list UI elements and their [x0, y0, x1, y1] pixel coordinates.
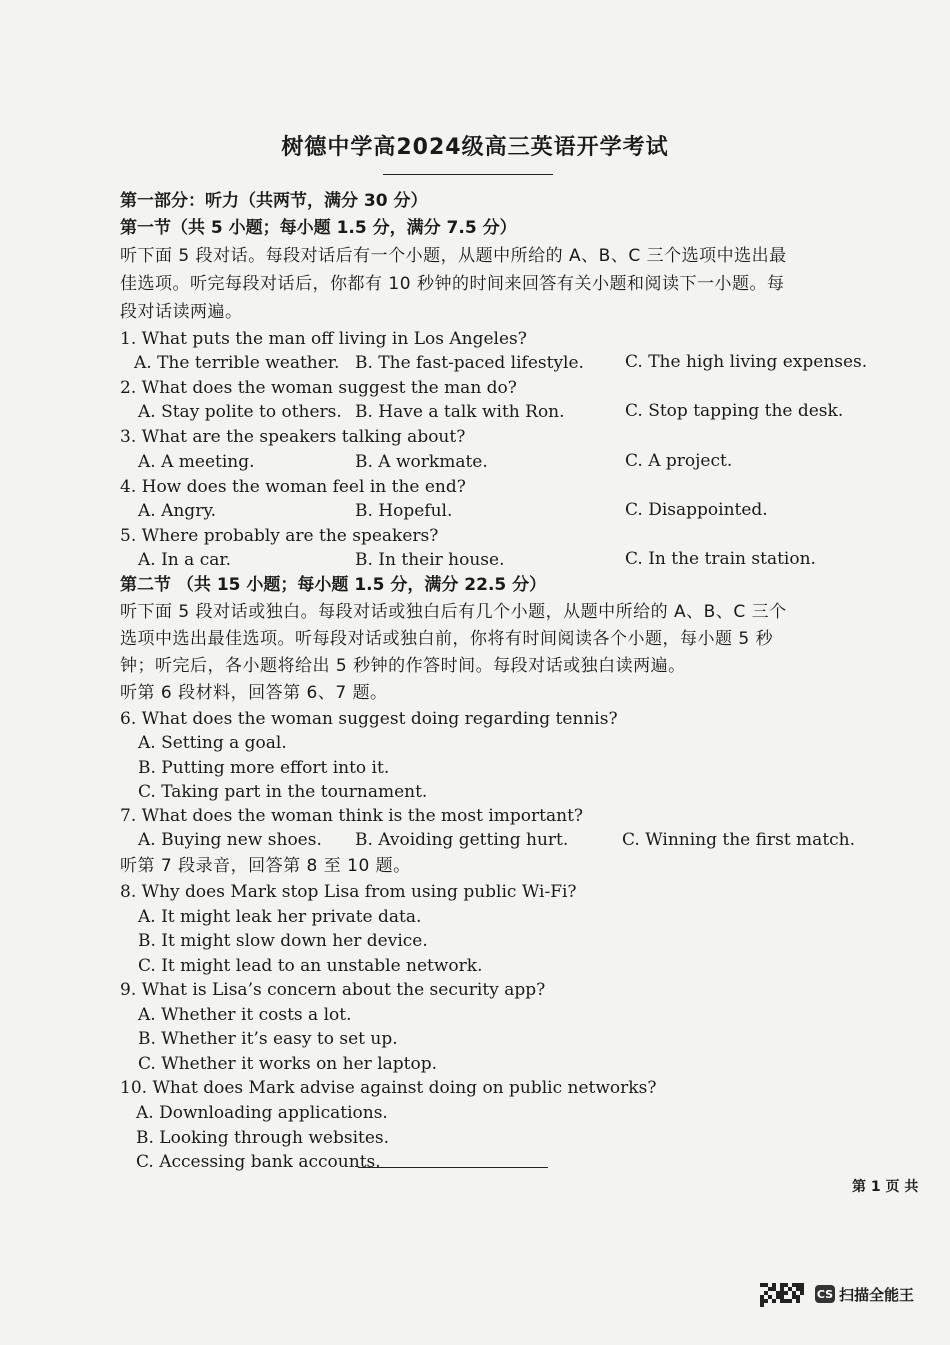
- scanner-watermark: [815, 1284, 914, 1304]
- option-b: B. It might slow down her device.: [138, 931, 428, 951]
- option-a: A. Whether it costs a lot.: [138, 1005, 352, 1025]
- option-c: C. A project.: [625, 451, 733, 471]
- question-stem: 3. What are the speakers talking about?: [120, 427, 466, 447]
- material-note: 听第 7 段录音，回答第 8 至 10 题。: [120, 856, 411, 876]
- option-c: C. Disappointed.: [625, 500, 768, 520]
- option-c: C. In the train station.: [625, 549, 816, 569]
- option-a: A. Angry.: [138, 501, 217, 521]
- question-stem: 4. How does the woman feel in the end?: [120, 477, 466, 497]
- option-c: C. Stop tapping the desk.: [625, 401, 844, 421]
- option-b: B. Avoiding getting hurt.: [355, 830, 569, 850]
- scanner-label: 扫描全能王: [839, 1285, 915, 1304]
- question-stem: 5. Where probably are the speakers?: [120, 526, 439, 546]
- section2-instruction-line: 听下面 5 段对话或独白。每段对话或独白后有几个小题，从题中所给的 A、B、C 三个: [120, 602, 787, 622]
- section1-instruction-line: 佳选项。听完每段对话后，你都有 10 秒钟的时间来回答有关小题和阅读下一小题。每: [120, 274, 785, 294]
- section1-instruction-line: 听下面 5 段对话。每段对话后有一个小题，从题中所给的 A、B、C 三个选项中选出最: [120, 246, 787, 266]
- title-underline: [383, 174, 553, 175]
- section2-instruction-line: 选项中选出最佳选项。听每段对话或独白前，你将有时间阅读各个小题，每小题 5 秒: [120, 629, 774, 649]
- option-b: B. Whether it’s easy to set up.: [138, 1029, 398, 1049]
- option-b: B. The fast-paced lifestyle.: [355, 353, 584, 373]
- option-c: C. Accessing bank accounts.: [136, 1152, 381, 1172]
- option-a: A. A meeting.: [138, 452, 255, 472]
- part1-heading: 第一部分：听力（共两节，满分 30 分）: [120, 191, 428, 211]
- option-a: A. In a car.: [138, 550, 232, 570]
- question-stem: 7. What does the woman think is the most important?: [120, 806, 584, 826]
- option-a: A. Buying new shoes.: [138, 830, 322, 850]
- option-c: C. The high living expenses.: [625, 352, 868, 372]
- section2-instruction-line: 钟；听完后，各小题将给出 5 秒钟的作答时间。每段对话或独白读两遍。: [120, 656, 686, 676]
- option-b: B. In their house.: [355, 550, 505, 570]
- option-a: A. It might leak her private data.: [138, 907, 422, 927]
- option-b: B. A workmate.: [355, 452, 488, 472]
- option-b: B. Putting more effort into it.: [138, 758, 390, 778]
- option-b: B. Have a talk with Ron.: [355, 402, 565, 422]
- exam-title: 树德中学高2024级高三英语开学考试: [281, 135, 669, 160]
- camscanner-icon: CS: [815, 1285, 835, 1303]
- page-number: 第 1 页 共: [852, 1179, 919, 1195]
- section1-heading: 第一节（共 5 小题；每小题 1.5 分，满分 7.5 分）: [120, 218, 517, 238]
- question-stem: 6. What does the woman suggest doing regarding tennis?: [120, 709, 618, 729]
- question-stem: 2. What does the woman suggest the man do?: [120, 378, 517, 398]
- option-c: C. It might lead to an unstable network.: [138, 956, 483, 976]
- qr-code-icon: [760, 1283, 804, 1303]
- option-b: B. Looking through websites.: [136, 1128, 390, 1148]
- question-stem: 1. What puts the man off living in Los Angeles?: [120, 329, 527, 349]
- option-c: C. Whether it works on her laptop.: [138, 1054, 438, 1074]
- question-stem: 8. Why does Mark stop Lisa from using public Wi-Fi?: [120, 882, 577, 902]
- option-a: A. Stay polite to others.: [138, 402, 342, 422]
- question-stem: 10. What does Mark advise against doing on public networks?: [120, 1078, 657, 1098]
- question-stem: 9. What is Lisa’s concern about the security app?: [120, 980, 546, 1000]
- option-a: A. Downloading applications.: [136, 1103, 388, 1123]
- option-c: C. Winning the first match.: [622, 830, 856, 850]
- material-note: 听第 6 段材料，回答第 6、7 题。: [120, 683, 388, 703]
- option-a: A. The terrible weather.: [134, 353, 340, 373]
- section2-heading: 第二节 （共 15 小题；每小题 1.5 分，满分 22.5 分）: [120, 575, 547, 595]
- answer-underline: [358, 1167, 548, 1168]
- option-a: A. Setting a goal.: [138, 733, 287, 753]
- option-b: B. Hopeful.: [355, 501, 453, 521]
- option-c: C. Taking part in the tournament.: [138, 782, 428, 802]
- section1-instruction-line: 段对话读两遍。: [120, 302, 243, 322]
